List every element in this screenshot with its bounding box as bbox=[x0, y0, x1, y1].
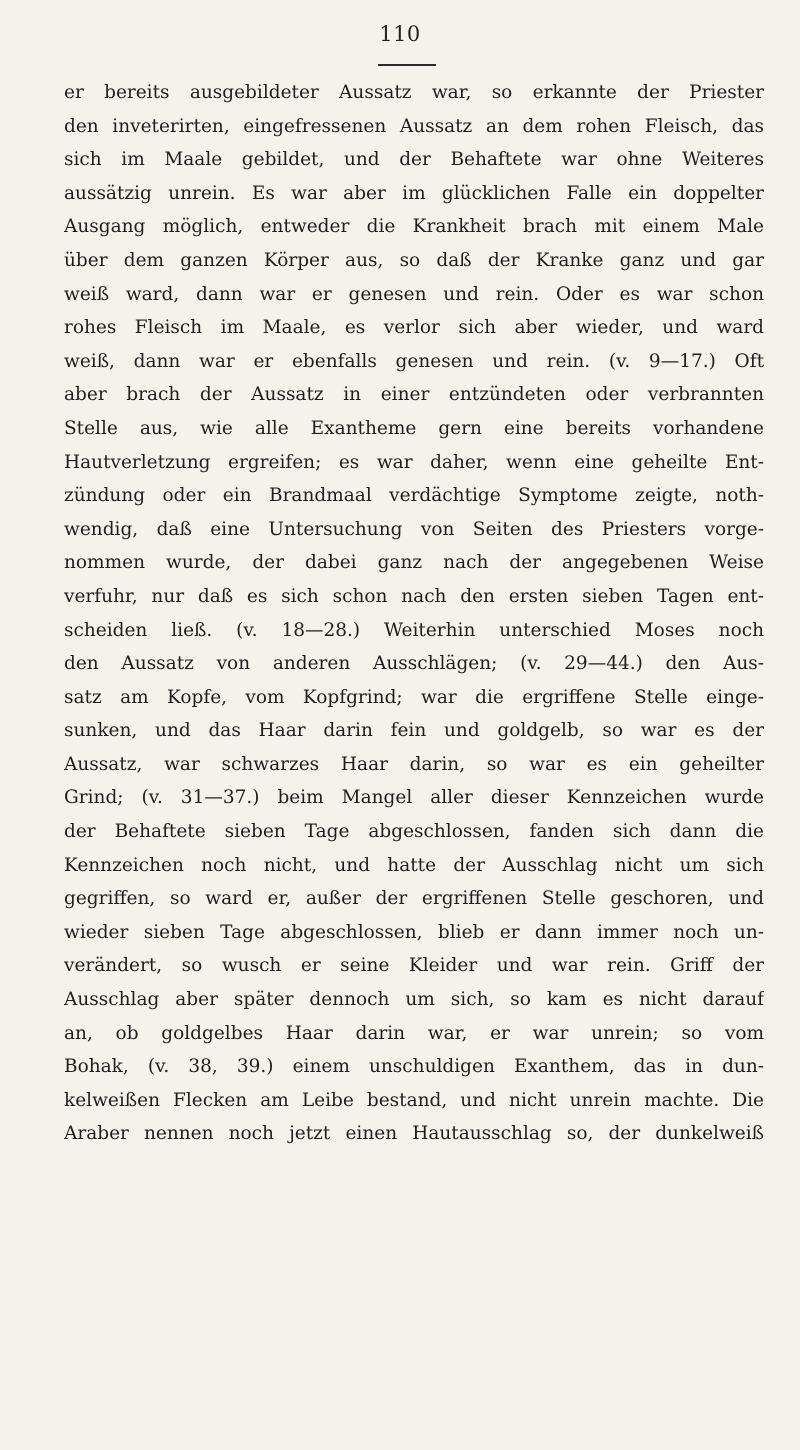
text-line: aber brach der Aussatz in einer entzündeten oder verbrannten bbox=[64, 384, 764, 406]
text-line: Grind; (v. 31—37.) beim Mangel aller dieser Kennzeichen wurde bbox=[64, 787, 764, 809]
text-line: Araber nennen noch jetzt einen Hautausschlag so, der dunkelweiß bbox=[64, 1123, 764, 1145]
text-line: Aussatz, war schwarzes Haar darin, so war es ein geheilter bbox=[64, 753, 764, 775]
text-line: Bohak, (v. 38, 39.) einem unschuldigen Exanthem, das in dun- bbox=[64, 1056, 764, 1078]
text-line: den Aussatz von anderen Ausschlägen; (v. 29—44.) den Aus- bbox=[64, 653, 764, 675]
text-line: an, ob goldgelbes Haar darin war, er war unrein; so vom bbox=[64, 1022, 764, 1044]
text-line: er bereits ausgebildeter Aussatz war, so erkannte der Priester bbox=[64, 82, 764, 103]
text-line: Stelle aus, wie alle Exantheme gern eine bereits vorhandene bbox=[64, 417, 764, 439]
text-line: Ausschlag aber später dennoch um sich, so kam es nicht darauf bbox=[64, 989, 764, 1011]
text-line: sunken, und das Haar darin fein und goldgelb, so war es der bbox=[64, 720, 764, 742]
text-line: gegriffen, so ward er, außer der ergriffenen Stelle geschoren, und bbox=[64, 888, 764, 910]
text-line: kelweißen Flecken am Leibe bestand, und nicht unrein machte. Die bbox=[64, 1089, 764, 1111]
text-line: wieder sieben Tage abgeschlossen, blieb er dann immer noch un- bbox=[64, 921, 764, 943]
text-line: weiß, dann war er ebenfalls genesen und rein. (v. 9—17.) Oft bbox=[64, 350, 764, 372]
text-line: zündung oder ein Brandmaal verdächtige Symptome zeigte, noth- bbox=[64, 485, 764, 507]
text-line: über dem ganzen Körper aus, so daß der Kranke ganz und gar bbox=[64, 249, 764, 271]
text-line: rohes Fleisch im Maale, es verlor sich aber wieder, und ward bbox=[64, 317, 764, 339]
text-line: sich im Maale gebildet, und der Behaftete war ohne Weiteres bbox=[64, 149, 764, 171]
text-line: Ausgang möglich, entweder die Krankheit brach mit einem Male bbox=[64, 216, 764, 238]
page-number-underline bbox=[378, 64, 436, 66]
text-line: aussätzig unrein. Es war aber im glücklichen Falle ein doppelter bbox=[64, 182, 764, 204]
text-line: Kennzeichen noch nicht, und hatte der Ausschlag nicht um sich bbox=[64, 854, 764, 876]
text-line: nommen wurde, der dabei ganz nach der angegebenen Weise bbox=[64, 552, 764, 574]
text-line: satz am Kopfe, vom Kopfgrind; war die ergriffene Stelle einge- bbox=[64, 686, 764, 708]
text-line: der Behaftete sieben Tage abgeschlossen, fanden sich dann die bbox=[64, 821, 764, 843]
body-text bbox=[64, 76, 764, 1151]
page-number: 110 bbox=[379, 22, 421, 46]
text-line: weiß ward, dann war er genesen und rein. Oder es war schon bbox=[64, 283, 764, 305]
text-line: scheiden ließ. (v. 18—28.) Weiterhin unterschied Moses noch bbox=[64, 619, 764, 641]
text-line: wendig, daß eine Untersuchung von Seiten des Priesters vorge- bbox=[64, 518, 764, 540]
text-line: verändert, so wusch er seine Kleider und war rein. Griff der bbox=[64, 955, 764, 977]
text-line: den inveterirten, eingefressenen Aussatz an dem rohen Fleisch, das bbox=[64, 115, 764, 137]
text-line: verfuhr, nur daß es sich schon nach den ersten sieben Tagen ent- bbox=[64, 585, 764, 607]
text-line: Hautverletzung ergreifen; es war daher, wenn eine geheilte Ent- bbox=[64, 451, 764, 473]
